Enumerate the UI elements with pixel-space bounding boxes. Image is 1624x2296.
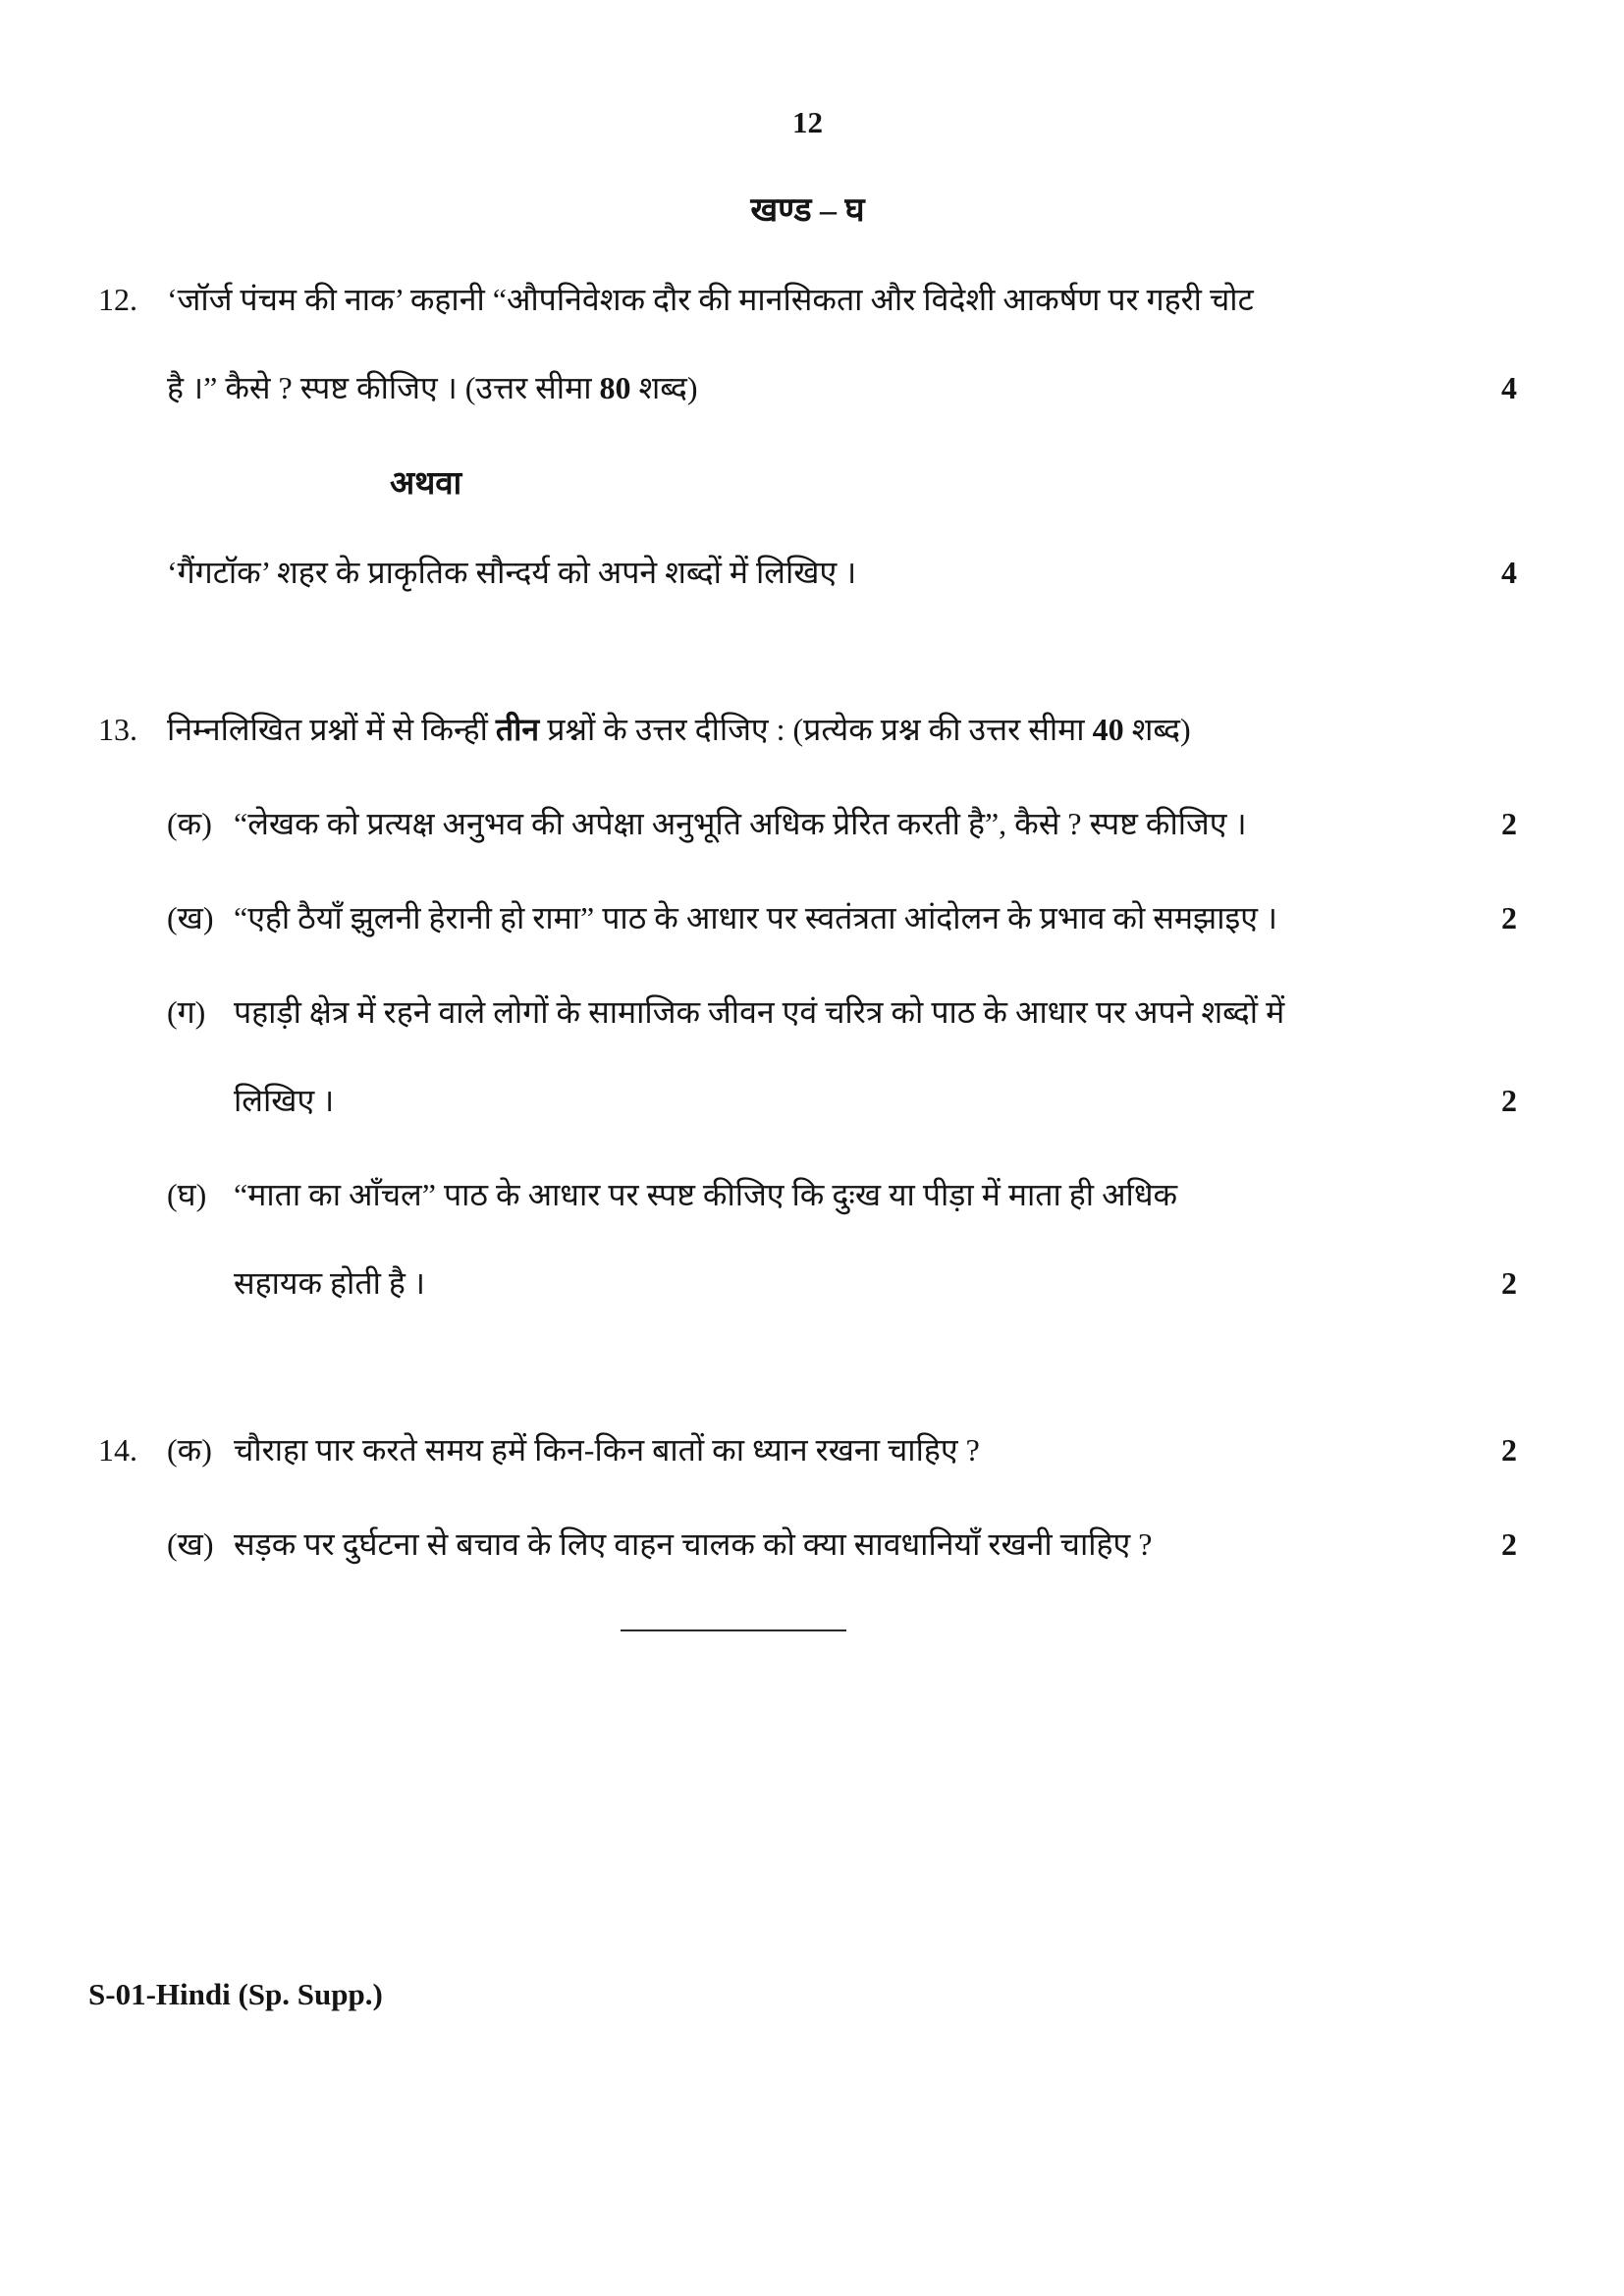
question-14-sub-kha-marks: 2 bbox=[1501, 1526, 1517, 1562]
question-13-sub-gha-marks: 2 bbox=[1501, 1265, 1517, 1301]
page-number: 12 bbox=[792, 105, 823, 139]
question-13-sub-kha-marks: 2 bbox=[1501, 900, 1517, 935]
question-14-sub-kha-label: (ख) bbox=[167, 1526, 214, 1562]
question-12 bbox=[98, 255, 1517, 432]
question-13-sub-ga-marks: 2 bbox=[1501, 1083, 1517, 1118]
question-13-sub-gha-text bbox=[234, 1150, 1473, 1327]
question-13-sub-ga-line-2: लिखिए । bbox=[234, 1083, 335, 1118]
section-heading: खण्ड – घ bbox=[750, 192, 865, 229]
question-13-sub-ka-text: “लेखक को प्रत्यक्ष अनुभव की अपेक्षा अनुभूति अधिक प्रेरित करती है”, कैसे ? स्पष्ट कीजिए । bbox=[234, 806, 1247, 841]
question-13-sub-kha-label: (ख) bbox=[167, 900, 214, 935]
question-13-sub-ka-label: (क) bbox=[167, 806, 212, 841]
question-13-word-limit: 40 bbox=[1092, 712, 1124, 747]
question-13-sub-ka-marks: 2 bbox=[1501, 806, 1517, 841]
question-13 bbox=[98, 685, 1517, 774]
question-14-sub-ka-marks: 2 bbox=[1501, 1432, 1517, 1468]
or-label: अथवा bbox=[390, 466, 462, 502]
question-13-sub-kha-text: “एही ठैयाँ झुलनी हेरानी हो रामा” पाठ के आधार पर स्वतंत्रता आंदोलन के प्रभाव को समझाइए । bbox=[234, 900, 1278, 935]
question-13-sub-gha-label: (घ) bbox=[167, 1177, 207, 1212]
question-12-line-1: ‘जॉर्ज पंचम की नाक’ कहानी “औपनिवेशक दौर की मानसिकता और विदेशी आकर्षण पर गहरी चोट bbox=[167, 282, 1254, 317]
question-13-sub-gha-line-2: सहायक होती है । bbox=[234, 1265, 425, 1301]
question-13-sub-gha bbox=[98, 1150, 1517, 1327]
paper-code: S-01-Hindi (Sp. Supp.) bbox=[88, 1977, 383, 2011]
question-13-intro bbox=[167, 685, 1517, 774]
question-13-intro-pre: निम्नलिखित प्रश्नों में से किन्हीं bbox=[167, 712, 496, 747]
question-13-sub-ga-text bbox=[234, 968, 1473, 1145]
question-14-sub-ka-label: (क) bbox=[167, 1432, 212, 1468]
question-13-sub-ga-label: (ग) bbox=[167, 994, 206, 1030]
question-14-sub-kha bbox=[98, 1500, 1517, 1588]
question-12-alt-marks: 4 bbox=[1501, 555, 1517, 590]
question-12-line-2-pre: है ।” कैसे ? स्पष्ट कीजिए । (उत्तर सीमा bbox=[167, 370, 600, 405]
question-13-sub-kha bbox=[98, 874, 1517, 962]
question-12-line-2-post: शब्द) bbox=[630, 370, 698, 405]
question-13-sub-gha-line-1: “माता का आँचल” पाठ के आधार पर स्पष्ट कीजिए कि दुःख या पीड़ा में माता ही अधिक bbox=[234, 1177, 1178, 1212]
question-12-alt-text: ‘गैंगटॉक’ शहर के प्राकृतिक सौन्दर्य को अपने शब्दों में लिखिए । bbox=[167, 555, 857, 590]
question-13-number: 13. bbox=[98, 712, 137, 747]
question-14-number: 14. bbox=[98, 1432, 137, 1468]
question-13-intro-mid: प्रश्नों के उत्तर दीजिए : (प्रत्येक प्रश्न की उत्तर सीमा bbox=[539, 712, 1093, 747]
question-14 bbox=[98, 1406, 1517, 1494]
question-12-alternative bbox=[98, 528, 1517, 616]
question-13-sub-ga bbox=[98, 968, 1517, 1145]
question-13-sub-ga-line-1: पहाड़ी क्षेत्र में रहने वाले लोगों के सामाजिक जीवन एवं चरित्र को पाठ के आधार पर अपने शब्दों में bbox=[234, 994, 1285, 1030]
question-13-choose-count: तीन bbox=[495, 712, 540, 747]
question-12-word-limit: 80 bbox=[599, 370, 631, 405]
question-14-sub-kha-text: सड़क पर दुर्घटना से बचाव के लिए वाहन चालक को क्या सावधानियाँ रखनी चाहिए ? bbox=[234, 1526, 1153, 1562]
question-12-marks: 4 bbox=[1501, 370, 1517, 405]
question-12-number: 12. bbox=[98, 282, 137, 317]
question-13-sub-ka bbox=[98, 779, 1517, 868]
question-14-sub-ka-text: चौराहा पार करते समय हमें किन-किन बातों का ध्यान रखना चाहिए ? bbox=[234, 1432, 980, 1468]
end-divider bbox=[621, 1629, 846, 1631]
question-12-line-2 bbox=[167, 344, 1473, 432]
question-13-intro-post: शब्द) bbox=[1123, 712, 1191, 747]
question-12-text bbox=[167, 255, 1473, 432]
